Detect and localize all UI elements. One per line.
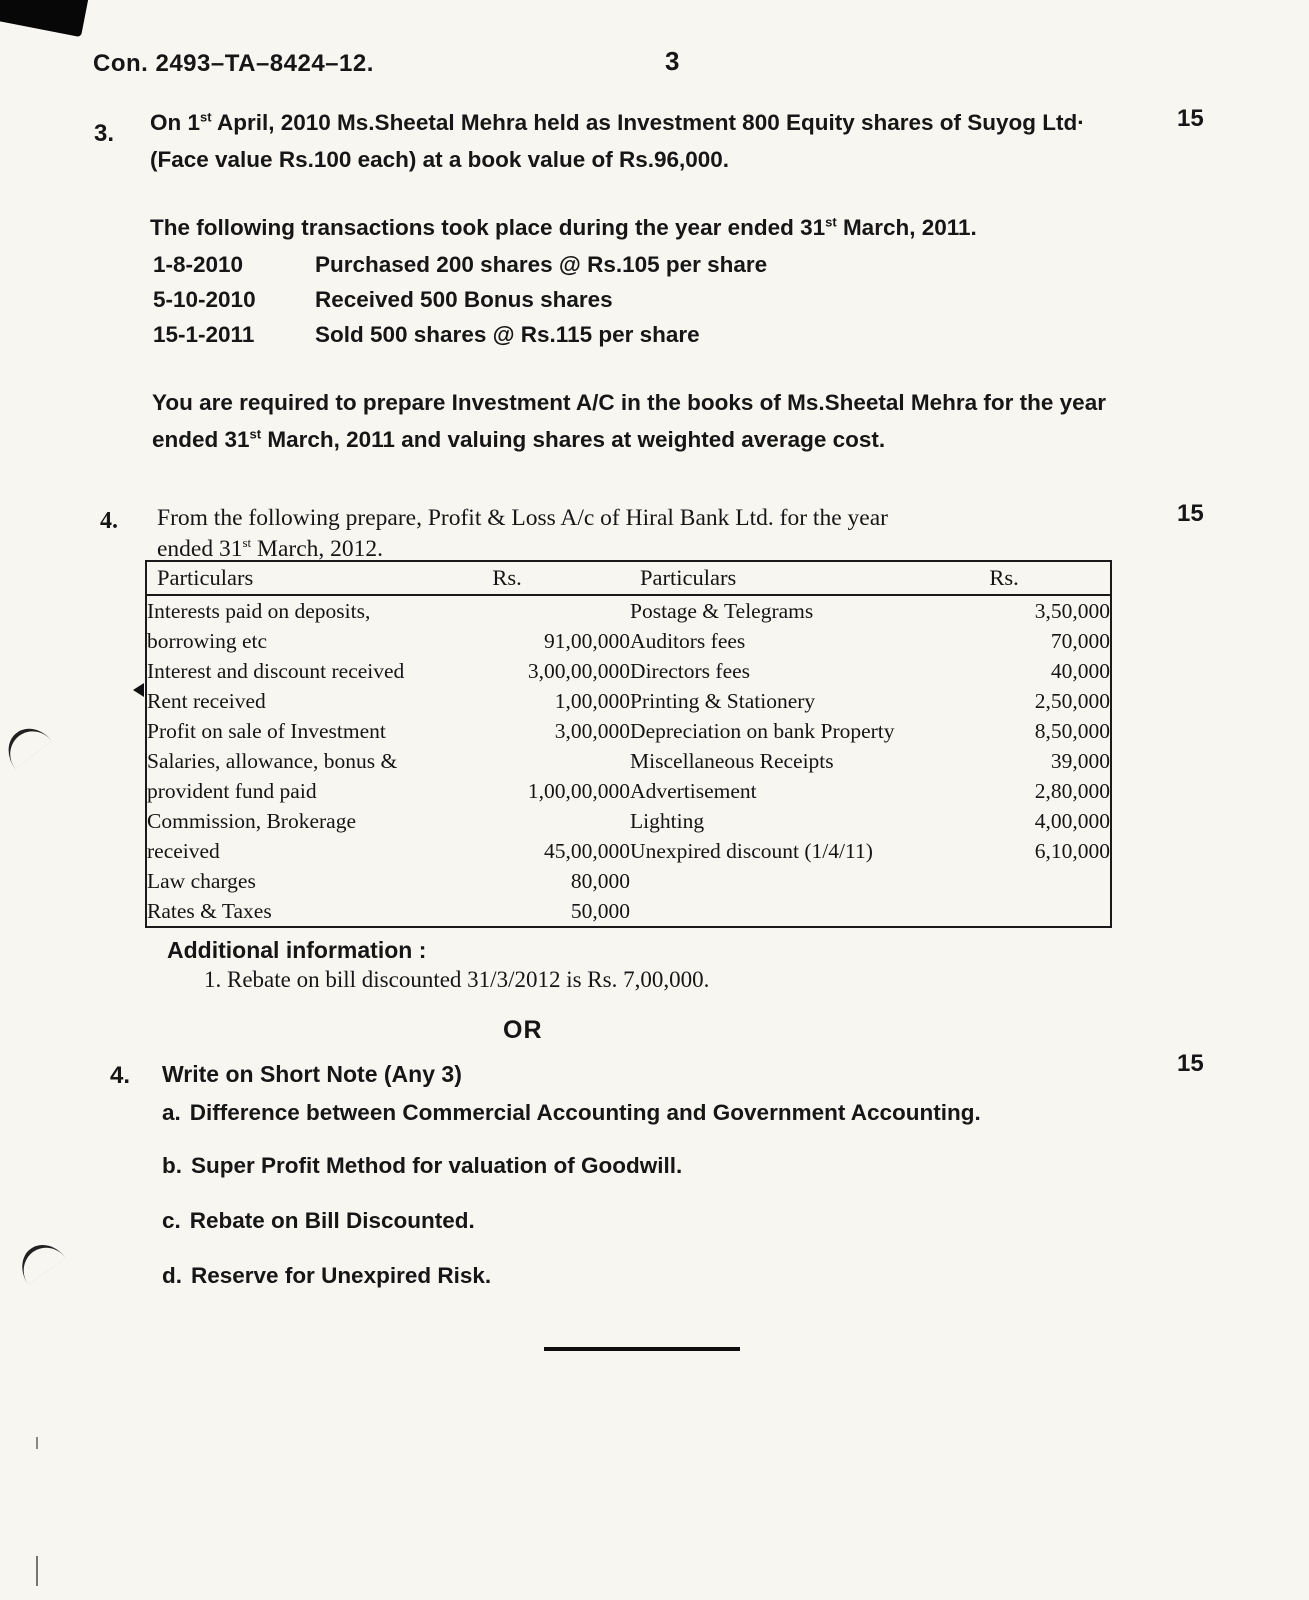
table-cell: 50,000: [570, 899, 631, 923]
transaction-desc: Received 500 Bonus shares: [315, 287, 613, 312]
transaction-date: 5-10-2010: [153, 287, 256, 312]
question-4or-title: Write on Short Note (Any 3): [162, 1061, 462, 1087]
transaction-date: 15-1-2011: [153, 322, 255, 347]
table-cell: Salaries, allowance, bonus &: [147, 749, 398, 773]
table-cell: 45,00,000: [544, 839, 631, 863]
question-4-intro: [157, 503, 888, 565]
table-cell: Interests paid on deposits,: [147, 599, 371, 623]
q3-transactions-intro: The following transactions took place during the year ended 31st March, 2011.: [150, 214, 977, 240]
question-4or-number: 4.: [110, 1062, 131, 1089]
short-note-text: Difference between Commercial Accounting and Government Accounting.: [189, 1100, 981, 1125]
q4-intro-line1: From the following prepare, Profit & Loss A/c of Hiral Bank Ltd. for the year: [157, 505, 888, 531]
question-4or-marks: 15: [1177, 1050, 1204, 1077]
scan-edge-tick: [36, 1437, 38, 1449]
table-header-cell: Rs.: [981, 561, 1111, 595]
table-cell: [482, 595, 630, 626]
table-row: [146, 746, 1111, 776]
table-cell: 4,00,000: [1034, 809, 1110, 833]
table-cell: 40,000: [1050, 659, 1110, 683]
table-row: [146, 656, 1111, 686]
additional-info-item: 1. Rebate on bill discounted 31/3/2012 is Rs. 7,00,000.: [204, 967, 710, 992]
q3-transactions-list: [153, 252, 767, 357]
transaction-row: [153, 322, 767, 357]
or-separator: OR: [503, 1016, 543, 1044]
table-header-cell: Particulars: [630, 561, 981, 595]
table-cell: received: [147, 839, 220, 863]
table-cell: 6,10,000: [1034, 839, 1110, 863]
table-cell: [630, 866, 981, 896]
table-cell: [981, 866, 1111, 896]
table-cell: Profit on sale of Investment: [147, 719, 386, 743]
table-row: [146, 776, 1111, 806]
table-cell: Depreciation on bank Property: [630, 719, 895, 743]
table-cell: 8,50,000: [1034, 719, 1110, 743]
table-cell: 3,00,00,000: [527, 659, 631, 683]
transaction-desc: Sold 500 shares @ Rs.115 per share: [315, 322, 700, 347]
short-note-text: Rebate on Bill Discounted.: [189, 1208, 475, 1233]
table-cell: Advertisement: [630, 779, 757, 803]
table-cell: 1,00,00,000: [527, 779, 631, 803]
table-cell: Printing & Stationery: [630, 689, 816, 713]
short-note-label: c.: [162, 1208, 181, 1233]
table-cell: Rent received: [147, 689, 266, 713]
table-cell: [630, 896, 981, 927]
table-cell: 91,00,000: [544, 629, 631, 653]
scan-arc-mark: [0, 719, 52, 769]
transaction-date: 1-8-2010: [153, 252, 244, 277]
q4-intro-line2: ended 31st March, 2012.: [157, 535, 384, 562]
table-cell: Commission, Brokerage: [147, 809, 357, 833]
table-cell: 3,50,000: [1034, 599, 1110, 623]
short-note-item: [162, 1153, 682, 1179]
short-note-label: a.: [162, 1100, 181, 1125]
q3-intro-line2: (Face value Rs.100 each) at a book value of Rs.96,000.: [150, 147, 730, 172]
table-header-row: [146, 561, 1111, 595]
table-row: [146, 595, 1111, 626]
short-note-label: b.: [162, 1153, 182, 1178]
table-cell: Unexpired discount (1/4/11): [630, 839, 873, 863]
table-cell: 39,000: [1050, 749, 1110, 773]
end-rule: [544, 1347, 740, 1351]
table-cell: 3,00,000: [554, 719, 631, 743]
table-cell: borrowing etc: [147, 629, 268, 653]
table-cell: [981, 896, 1111, 927]
additional-info-label: Additional information :: [167, 937, 427, 963]
q3-requirement-line2: ended 31st March, 2011 and valuing shares at weighted average cost.: [152, 426, 886, 452]
table-cell: 80,000: [570, 869, 631, 893]
table-header-cell: Particulars: [146, 561, 482, 595]
table-cell: 2,80,000: [1034, 779, 1110, 803]
page-number: 3: [665, 46, 680, 76]
table-row: [146, 806, 1111, 836]
q3-requirement-line1: You are required to prepare Investment A/C in the books of Ms.Sheetal Mehra for the year: [152, 390, 1106, 415]
table-cell: 70,000: [1050, 629, 1110, 653]
table-cell: 2,50,000: [1034, 689, 1110, 713]
table-row: [146, 716, 1111, 746]
scan-corner-blob: [0, 0, 89, 37]
transaction-row: [153, 252, 767, 287]
table-cell: provident fund paid: [147, 779, 317, 803]
transaction-row: [153, 287, 767, 322]
table-cell: Law charges: [147, 869, 256, 893]
short-note-text: Super Profit Method for valuation of Goodwill.: [191, 1153, 683, 1178]
table-row: [146, 626, 1111, 656]
table-cell: Postage & Telegrams: [630, 599, 814, 623]
question-3-intro: [150, 104, 1160, 178]
q3-requirement: [152, 384, 1192, 458]
transaction-desc: Purchased 200 shares @ Rs.105 per share: [315, 252, 768, 277]
question-3-number: 3.: [94, 120, 115, 147]
short-note-item: [162, 1208, 475, 1234]
table-cell: [482, 746, 630, 776]
table-row: [146, 896, 1111, 927]
q3-intro-line1: On 1st April, 2010 Ms.Sheetal Mehra held as Investment 800 Equity shares of Suyog Ltd·: [150, 109, 1085, 135]
table-row: [146, 686, 1111, 716]
table-row: [146, 836, 1111, 866]
scan-arc-mark: [12, 1235, 66, 1284]
scan-edge-tick: [36, 1556, 38, 1586]
table-cell: [482, 806, 630, 836]
table-cell: Miscellaneous Receipts: [630, 749, 834, 773]
question-4-number: 4.: [100, 508, 118, 534]
exam-code: Con. 2493–TA–8424–12.: [93, 50, 374, 77]
table-header-cell: Rs.: [482, 561, 630, 595]
table-cell: Directors fees: [630, 659, 751, 683]
table-cell: Auditors fees: [630, 629, 746, 653]
table-cell: Rates & Taxes: [147, 899, 272, 923]
table-cell: Interest and discount received: [147, 659, 405, 683]
scan-arrow-artifact: [133, 683, 144, 697]
table-cell: 1,00,000: [554, 689, 631, 713]
profit-loss-table: [145, 560, 1112, 928]
question-3-marks: 15: [1177, 105, 1204, 132]
question-4-marks: 15: [1177, 500, 1204, 527]
short-note-item: [162, 1100, 981, 1126]
table-row: [146, 866, 1111, 896]
short-note-label: d.: [162, 1263, 182, 1288]
table-cell: Lighting: [630, 809, 705, 833]
short-note-text: Reserve for Unexpired Risk.: [191, 1263, 492, 1288]
short-note-item: [162, 1263, 491, 1289]
